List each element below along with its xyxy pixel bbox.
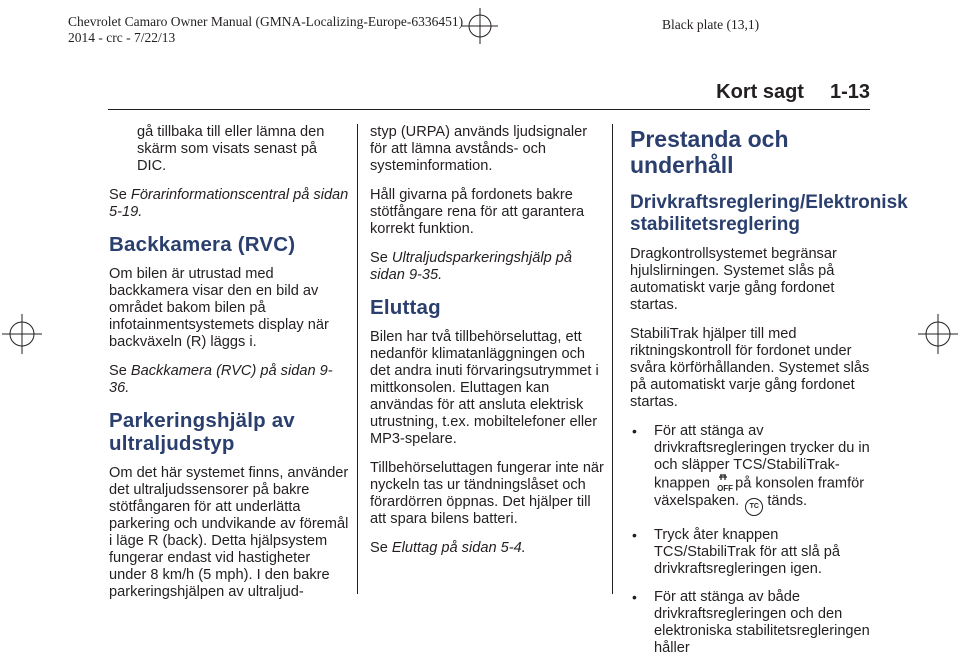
column-divider-1 bbox=[357, 124, 358, 594]
registration-mark-top bbox=[460, 6, 500, 46]
registration-mark-right bbox=[916, 312, 960, 356]
accessory-outlets-text: Tillbehörseluttagen fungerar inte när nyckeln tas ur tändningslåset och förardörren öppnas. Det hjälper till att spara bilens batteri. bbox=[370, 460, 604, 527]
icon-label: OFF bbox=[717, 484, 734, 493]
instruction-list bbox=[630, 423, 882, 657]
car-skid-icon bbox=[718, 474, 728, 483]
ref-prefix: Se bbox=[109, 187, 131, 203]
rear-camera-text: Om bilen är utrustad med backkamera visar den en bild av området bakom bilen på infotainmentsystemets display när backväxeln (R) läggs i. bbox=[109, 266, 329, 350]
tcs-off-button-icon bbox=[717, 474, 734, 493]
list-item-text: tänds. bbox=[767, 493, 808, 509]
print-header-plate: Black plate (13,1) bbox=[662, 17, 760, 32]
print-header-date: 2014 - crc - 7/22/13 bbox=[68, 30, 176, 45]
column-divider-2 bbox=[612, 124, 613, 594]
ref-prefix: Se bbox=[109, 363, 131, 379]
column-3 bbox=[630, 124, 908, 668]
running-head bbox=[690, 80, 870, 104]
parking-assist-text: Om det här systemet finns, använder det ultraljudssensorer på bakre stötfångaren för att underlätta parkering och undvikande av föremål i läge R (back). Detta hjälpsystem fungerar endast vid hastigheter under 8 km/h (5 mph). I den bakre parkeringshjälpen av ultraljud- bbox=[109, 465, 349, 600]
page-number: 1-13 bbox=[829, 81, 870, 103]
traction-control-text: Dragkontrollsystemet begränsar hjulslirningen. Systemet slås på automatiskt varje gång fordonet startas. bbox=[630, 246, 837, 313]
ref-prefix: Se bbox=[370, 250, 392, 266]
registration-mark-left bbox=[0, 312, 44, 356]
list-item: • För att stänga av både drivkraftsregleringen och den elektroniska stabilitetsregleringen håller bbox=[630, 589, 882, 657]
heading-parking-assist: Parkeringshjälp av ultraljudstyp bbox=[109, 409, 295, 455]
heading-power-outlets: Eluttag bbox=[370, 296, 441, 319]
ref-prefix: Se bbox=[370, 540, 392, 556]
cross-reference bbox=[370, 250, 606, 284]
tc-indicator-lamp-icon: TC bbox=[745, 498, 763, 516]
heading-performance-maintenance: Prestanda och underhåll bbox=[630, 126, 789, 178]
heading-traction-stability: Drivkraftsreglering/Elektronisk stabilitetsreglering bbox=[630, 192, 908, 235]
running-head-section: Kort sagt bbox=[716, 81, 804, 103]
stabilitrak-text: StabiliTrak hjälper till med riktningskontroll för fordonet under svåra körförhållanden. Systemet slås på automatiskt varje gång fordonet startas. bbox=[630, 326, 870, 410]
continued-text: gå tillbaka till eller lämna den skärm som visats senast på DIC. bbox=[137, 124, 325, 174]
column-1 bbox=[109, 124, 349, 613]
cross-reference bbox=[109, 187, 349, 221]
print-header-title: Chevrolet Camaro Owner Manual (GMNA-Localizing-Europe-6336451) bbox=[68, 14, 464, 29]
ref-link[interactable]: Förarinformationscentral på sidan 5-19. bbox=[109, 187, 349, 220]
sensor-care-text: Håll givarna på fordonets bakre stötfångare rena för att garantera korrekt funktion. bbox=[370, 187, 585, 237]
header-rule bbox=[108, 109, 870, 110]
power-outlets-text: Bilen har två tillbehörseluttag, ett nedanför klimatanläggningen och det andra inuti förvaringsutrymmet i mittkonsolen. Eluttagen kan användas för att ansluta elektrisk utrustning, t.ex. mobiltelefoner eller MP3-spelare. bbox=[370, 329, 599, 447]
list-item bbox=[630, 423, 882, 516]
cross-reference bbox=[370, 540, 606, 557]
heading-rear-camera: Backkamera (RVC) bbox=[109, 233, 296, 256]
continued-text: styp (URPA) används ljudsignaler för att lämna avstånds- och systeminformation. bbox=[370, 124, 588, 174]
ref-link[interactable]: Backkamera (RVC) på sidan 9-36. bbox=[109, 363, 333, 396]
ref-link[interactable]: Ultraljudsparkeringshjälp på sidan 9-35. bbox=[370, 250, 572, 283]
list-item: • Tryck åter knappen TCS/StabiliTrak för att slå på drivkraftsregleringen igen. bbox=[630, 527, 882, 578]
list-item-text: För att stänga av drivkraftsregleringen trycker du in och släpper TCS/StabiliTrak-knappen bbox=[654, 423, 870, 492]
ref-link[interactable]: Eluttag på sidan 5-4. bbox=[391, 540, 526, 556]
list-item-text: på konsolen framför växelspaken. bbox=[654, 475, 865, 509]
cross-reference bbox=[109, 363, 349, 397]
column-2 bbox=[370, 124, 606, 569]
